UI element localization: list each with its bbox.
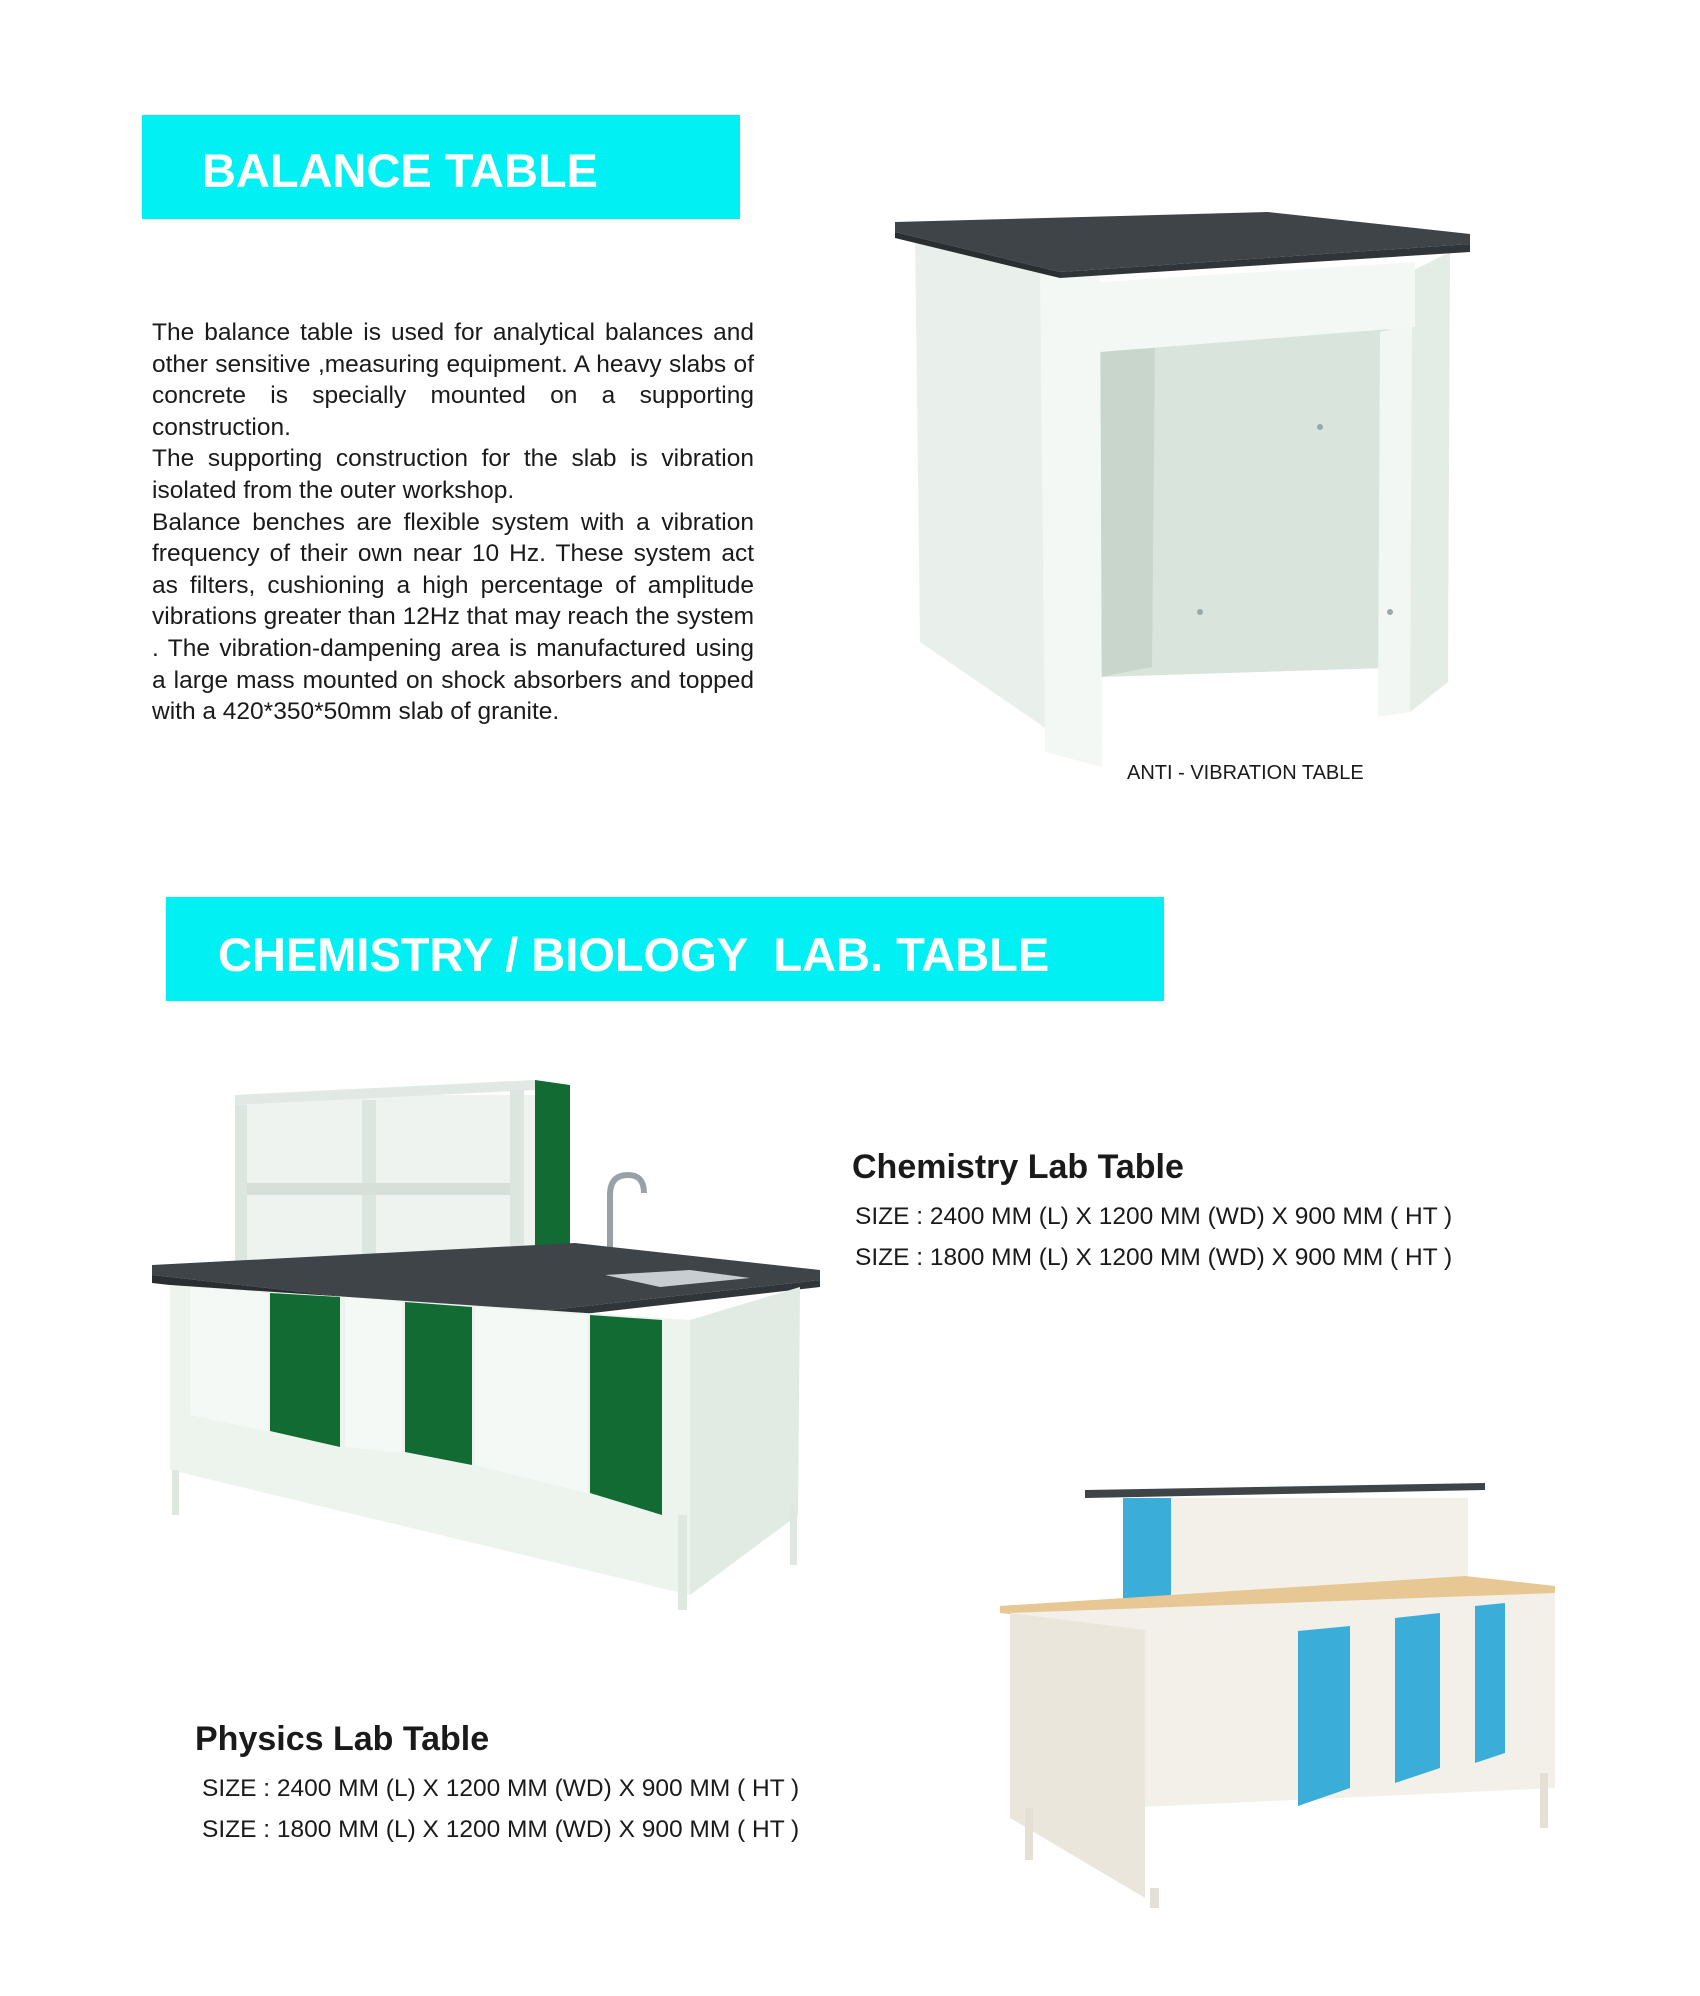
description-paragraph-1: The balance table is used for analytical balances and other sensitive ,measuring equipment. A heavy slabs of concrete is specially mounted on a supporting construction. (152, 319, 754, 441)
balance-table-banner (142, 115, 740, 219)
chemistry-size-line: SIZE : 1800 MM (L) X 1200 MM (WD) X 900 MM ( HT ) (855, 1244, 1453, 1271)
chemistry-lab-table-image (150, 1075, 830, 1635)
balance-table-description (152, 317, 754, 728)
description-paragraph-3: Balance benches are flexible system with a vibration frequency of their own near 10 Hz. These system act as filters, cushioning a high percentage of amplitude vibrations greater than 12Hz that may reach the system . The vibration-dampening area is manufactured using a large mass mounted on shock absorbers and topped with a 420*350*50mm slab of granite. (152, 508, 754, 726)
physics-size-line: SIZE : 2400 MM (L) X 1200 MM (WD) X 900 MM ( HT ) (202, 1775, 800, 1802)
balance-table-title: BALANCE TABLE (202, 144, 598, 197)
anti-vibration-caption: ANTI - VIBRATION TABLE (1127, 762, 1364, 784)
physics-lab-table-heading: Physics Lab Table (195, 1720, 490, 1758)
lab-table-title: CHEMISTRY / BIOLOGY LAB. TABLE (218, 928, 1050, 981)
lab-table-banner (166, 897, 1164, 1001)
physics-size-line: SIZE : 1800 MM (L) X 1200 MM (WD) X 900 MM ( HT ) (202, 1816, 800, 1843)
anti-vibration-table-image (890, 212, 1480, 772)
chemistry-size-line: SIZE : 2400 MM (L) X 1200 MM (WD) X 900 MM ( HT ) (855, 1203, 1453, 1230)
description-paragraph-2: The supporting construction for the slab is vibration isolated from the outer workshop. (152, 445, 754, 504)
chemistry-lab-table-heading: Chemistry Lab Table (852, 1148, 1184, 1186)
physics-lab-table-image (995, 1478, 1575, 1918)
